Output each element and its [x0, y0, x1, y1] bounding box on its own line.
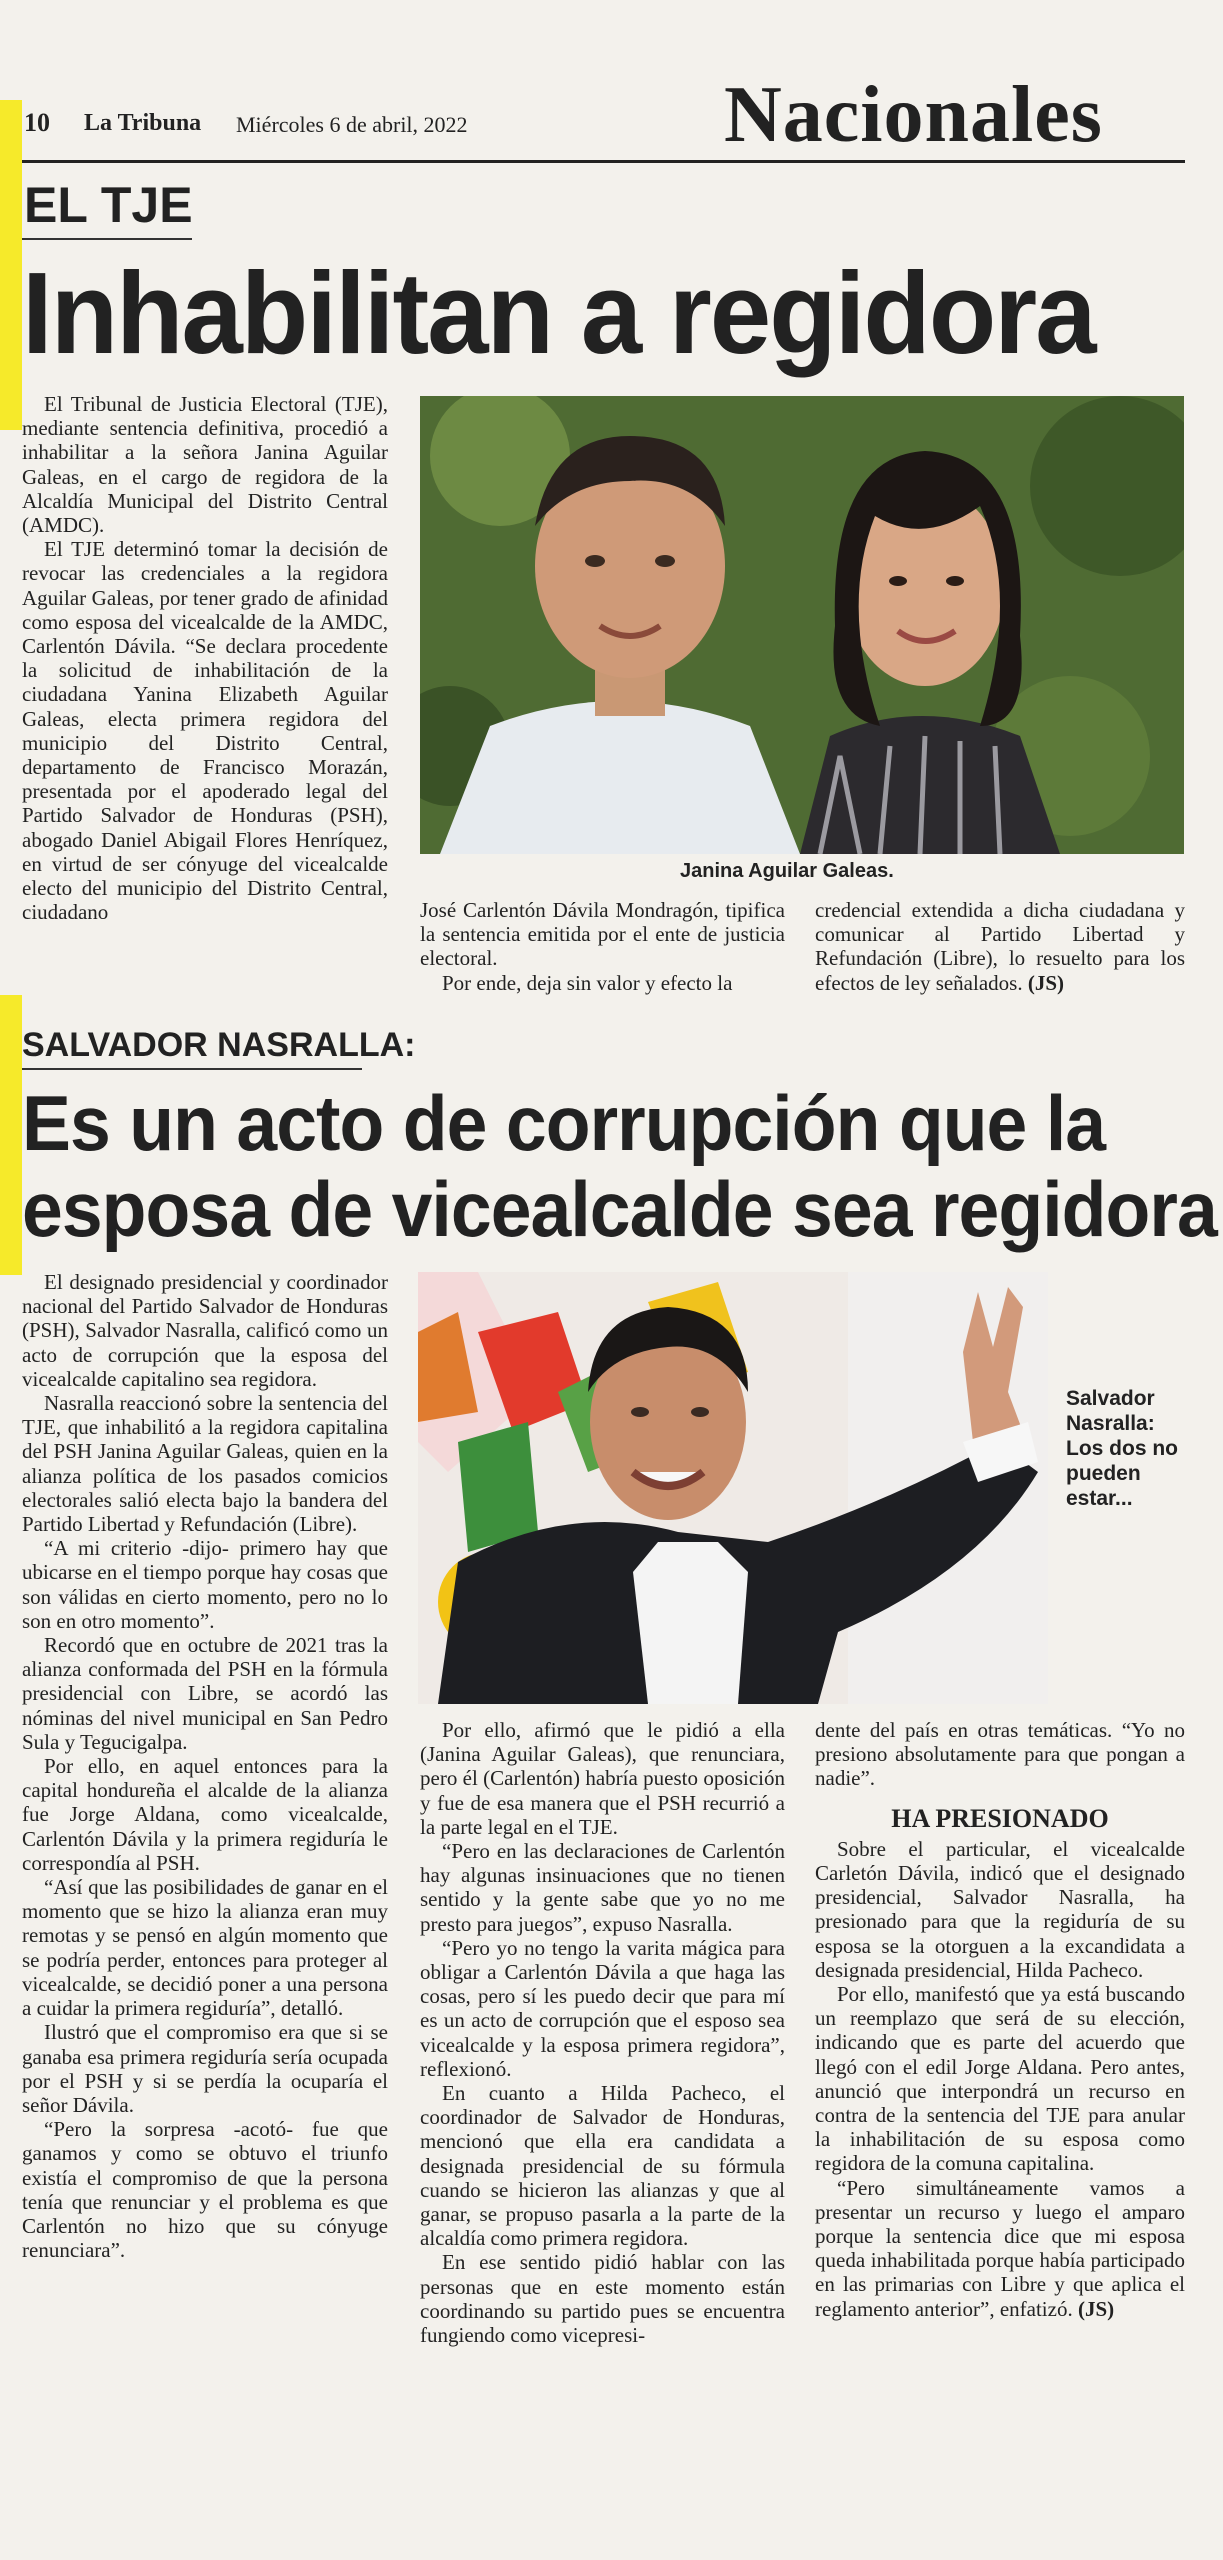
paragraph: Ilustró que el compromiso era que si se ganaba esa primera regiduría sería ocupada por el PSH y si se perdía la ocuparía el señor Dávila.: [22, 2020, 388, 2117]
paragraph: “Pero la sorpresa -acotó- fue que ganamos y como se obtuvo el triunfo existía el compromiso de que la persona tenía que renunciar y el problema es que Carlentón no hizo que su cónyuge renunciara”.: [22, 2117, 388, 2263]
header-rule: [22, 160, 1185, 163]
paragraph: El Tribunal de Justicia Electoral (TJE), mediante sentencia definitiva, procedió a inhabilitar a la señora Janina Aguilar Galeas, en el cargo de regidora de la Alcaldía Municipal del Distrito Central (AMDC).: [22, 392, 388, 538]
highlight-mark: [0, 100, 22, 430]
photo-janina-aguilar: [420, 396, 1184, 854]
kicker-rule: [22, 238, 192, 240]
paragraph: “A mi criterio -dijo- primero hay que ubicarse en el tiempo porque hay cosas que son válidas en cierto momento, pero no lo son en otro momento”.: [22, 1536, 388, 1633]
highlight-mark: [0, 995, 22, 1275]
story1-kicker: EL TJE: [24, 177, 193, 233]
paragraph: En ese sentido pidió hablar con las personas que en este momento están coordinando su partido pues se encuentra fungiendo como vicepresi-: [420, 2250, 785, 2348]
story2-kicker: SALVADOR NASRALLA:: [22, 1026, 416, 1064]
story1-column-2: [420, 898, 785, 995]
story2-column-1: [22, 1270, 388, 2262]
paragraph: El TJE determinó tomar la decisión de revocar las credenciales a la regidora Aguilar Galeas, por tener grado de afinidad como esposa del vicealcalde de la AMDC, Carlentón Dávila. “Se declara procedente la solicitud de inhabilitación de la ciudadana Yanina Elizabeth Aguilar Galeas, electa primera regidora del municipio del Distrito Central, departamento de Francisco Morazán, presentada por el apoderado legal del Partido Salvador de Honduras (PSH), abogado Daniel Abigail Flores Henríquez, en virtud de ser cónyuge del vicealcalde electo del municipio del Distrito Central, ciudadano: [22, 537, 388, 925]
issue-date: Miércoles 6 de abril, 2022: [236, 112, 468, 137]
paragraph: José Carlentón Dávila Mondragón, tipifica la sentencia emitida por el ente de justicia electoral.: [420, 898, 785, 971]
story1-column-3: [815, 898, 1185, 995]
paragraph: “Pero simultáneamente vamos a presentar un recurso y luego el amparo porque la sentencia dice que mi esposa queda inhabilitada porque había participado en las primarias con Libre y que aplica el reglamento anterior”, enfatizó.: [815, 2175, 1185, 2321]
paragraph: Nasralla reaccionó sobre la sentencia del TJE, que inhabilitó a la regidora capitalina del PSH Janina Aguilar Galeas, quien en la alianza política de los pasados comicios electorales salió electa bajo la bandera del Partido Libertad y Refundación (Libre).: [22, 1391, 388, 1537]
paragraph: Por ello, afirmó que le pidió a ella (Janina Aguilar Galeas), que renunciara, pero él (Carlentón) habría puesto oposición y fue de esa manera que el PSH recurrió a la parte legal en el TJE.: [420, 1718, 785, 1839]
paragraph: Por ello, manifestó que ya está buscando un reemplazo que será de su elección, indicando que es parte del acuerdo que llegó con el edil Jorge Aldana. Pero antes, anunció que interpondrá un recurso en contra de la sentencia del TJE para anular la inhabilitación de su esposa como regidora de la comuna capitalina.: [815, 1982, 1185, 2176]
page-number: 10: [24, 108, 50, 137]
paragraph: Recordó que en octubre de 2021 tras la alianza conformada del PSH en la fórmula presidencial con Libre, se acordó las nóminas del nivel municipal en San Pedro Sula y Tegucigalpa.: [22, 1633, 388, 1754]
story1-photo-caption: Janina Aguilar Galeas.: [680, 860, 894, 882]
paragraph: Sobre el particular, el vicealcalde Carletón Dávila, indicó que el designado presidencial, Salvador Nasralla, ha presionado para que la regiduría de su esposa se la otorguen a la excandidata a designada presidencial, Hilda Pacheco.: [815, 1836, 1185, 1982]
paragraph: credencial extendida a dicha ciudadana y comunicar al Partido Libertad y Refundación (Libre), lo resuelto para los efectos de ley señalados.: [815, 898, 1185, 995]
story1-column-1: [22, 392, 388, 924]
paragraph: dente del país en otras temáticas. “Yo no presiono absolutamente para que pongan a nadie”.: [815, 1718, 1185, 1791]
paragraph: Por ende, deja sin valor y efecto la: [442, 970, 733, 995]
story2-headline-line-2: esposa de vicealcalde sea regidora: [22, 1165, 1217, 1253]
paragraph: El designado presidencial y coordinador nacional del Partido Salvador de Honduras (PSH), Salvador Nasralla, calificó como un acto de corrupción que la esposa del vicealcalde capitalino sea regidora.: [22, 1270, 388, 1391]
author-sign: (JS): [1077, 2296, 1115, 2321]
publication-name: La Tribuna: [84, 110, 202, 136]
paragraph: En cuanto a Hilda Pacheco, el coordinador de Salvador de Honduras, mencionó que ella era candidata a designada presidencial de su fórmula cuando se hicieron las alianzas y que al ganar, se propuso pasarla a la parte de la alcaldía como primera regidora.: [420, 2081, 785, 2251]
subheading: HA PRESIONADO: [891, 1803, 1109, 1833]
photo-salvador-nasralla: [418, 1272, 1048, 1704]
paragraph: Por ello, en aquel entonces para la capital hondureña el alcalde de la alianza fue Jorge Aldana, como vicealcalde, Carlentón Dávila y la primera regiduría le correspondía al PSH.: [22, 1754, 388, 1875]
author-sign: (JS): [1027, 970, 1065, 995]
kicker-rule: [22, 1068, 362, 1070]
story2-headline-line-1: Es un acto de corrupción que la: [22, 1079, 1106, 1167]
story2-photo-caption: Salvador Nasralla: Los dos no pueden estar...: [1066, 1387, 1178, 1510]
story1-headline: Inhabilitan a regidora: [22, 248, 1095, 378]
section-title: Nacionales: [724, 71, 1103, 159]
story2-column-3: [815, 1718, 1185, 2321]
paragraph: “Pero en las declaraciones de Carlentón hay algunas insinuaciones que no tienen sentido y la gente sabe que yo no me presto para juegos”, expuso Nasralla.: [420, 1839, 785, 1936]
paragraph: “Pero yo no tengo la varita mágica para obligar a Carlentón Dávila a que haga las cosas, pero sí les puedo decir que para mí es un acto de corrupción que el esposo sea vicealcalde y la esposa primera regidora”, reflexionó.: [420, 1935, 785, 2081]
story2-column-2: [420, 1718, 785, 2347]
paragraph: “Así que las posibilidades de ganar en el momento que se hizo la alianza eran muy remotas y se pensó en algún momento que se podría perder, entonces para proteger al vicealcalde, se decidió poner a una persona a cuidar la primera regiduría”, detalló.: [22, 1875, 388, 2021]
